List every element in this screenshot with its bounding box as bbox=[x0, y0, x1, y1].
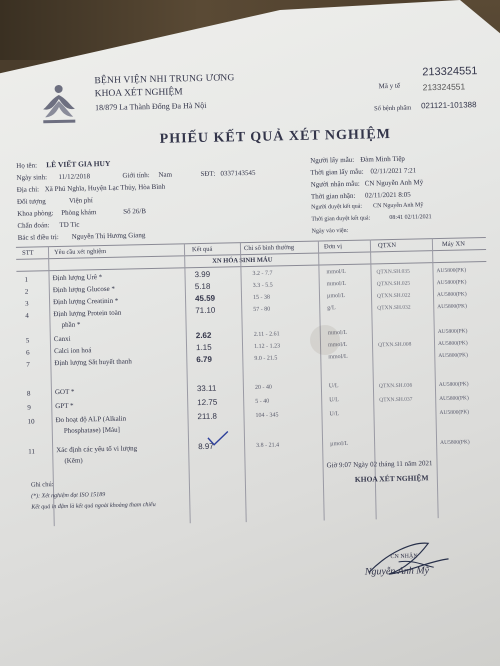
approver-value: CN Nguyễn Anh Mỹ bbox=[373, 202, 424, 210]
sample-time-value: 02/11/2021 7:21 bbox=[370, 166, 417, 176]
row-machine: AU5800(PK) bbox=[439, 395, 469, 403]
ma-y-te-label: Mã y tế bbox=[378, 81, 401, 91]
address-label: Địa chỉ: bbox=[16, 185, 40, 194]
ma-y-te-value: 213324551 bbox=[422, 65, 478, 79]
birth-value: 11/12/2018 bbox=[58, 172, 91, 181]
row-machine: AU5800(PK) bbox=[439, 409, 470, 417]
row-range: 3.3 - 5.5 bbox=[252, 282, 273, 289]
row-range: 9.0 - 21.5 bbox=[254, 355, 278, 362]
row-unit: mmol/L bbox=[326, 280, 347, 288]
patient-name: LÊ VIẾT GIA HUY bbox=[46, 158, 111, 170]
row-test-name-cont: Phosphatase) [Máu] bbox=[63, 425, 121, 435]
sampler-value: Đàm Minh Tiệp bbox=[360, 154, 405, 164]
row-machine: AU5800(PK) bbox=[440, 439, 470, 447]
row-result: 211.8 bbox=[197, 411, 218, 422]
doctor-label: Bác sĩ điều trị: bbox=[17, 232, 59, 242]
row-test-name: GPT * bbox=[55, 401, 74, 411]
col-test-name: Yêu cầu xét nghiệm bbox=[53, 247, 107, 257]
row-unit: U/L bbox=[328, 383, 339, 390]
row-qtxn: QTXN.SH.036 bbox=[378, 382, 413, 390]
row-result: 8.97 bbox=[198, 441, 214, 452]
checkmark-icon bbox=[206, 429, 230, 447]
col-qtxn: QTXN bbox=[377, 241, 397, 250]
col-machine: Máy XN bbox=[441, 240, 465, 248]
col-unit: Đơn vị bbox=[323, 243, 343, 251]
row-test-name-cont: phần * bbox=[61, 320, 81, 329]
phone-value: 0337143545 bbox=[220, 168, 256, 178]
row-test-name: Định lượng Glucose * bbox=[52, 284, 116, 295]
row-unit: g/L bbox=[327, 305, 336, 312]
row-range: 20 - 40 bbox=[254, 384, 272, 391]
name-label: Họ tên: bbox=[16, 161, 38, 170]
receive-time-value: 02/11/2021 8:05 bbox=[364, 190, 411, 200]
object-label: Đối tượng bbox=[16, 197, 46, 206]
signature-icon bbox=[358, 530, 469, 592]
row-range: 3.8 - 21.4 bbox=[256, 442, 280, 449]
row-test-name: Định lượng Urê * bbox=[52, 273, 103, 283]
row-result: 3.99 bbox=[194, 269, 211, 280]
report-time: Giờ 9:07 Ngày 02 tháng 11 năm 2021 bbox=[326, 459, 433, 470]
row-stt: 1 bbox=[24, 275, 29, 284]
signer-name: Nguyễn Anh Mỹ bbox=[364, 565, 430, 578]
row-range: 5 - 40 bbox=[255, 398, 270, 405]
row-test-name: Định lượng Creatinin * bbox=[52, 296, 119, 307]
diagnosis-value: TD Tic bbox=[59, 220, 80, 229]
row-test-name: Định lượng Sắt huyết thanh bbox=[54, 357, 132, 368]
row-unit: µmol/L bbox=[326, 292, 346, 300]
row-qtxn: QTXN.SH.022 bbox=[376, 292, 411, 300]
row-qtxn: QTXN.SH.035 bbox=[376, 268, 410, 276]
receive-time-label: Thời gian nhận: bbox=[310, 191, 356, 201]
row-stt: 11 bbox=[28, 447, 36, 456]
row-unit: U/L bbox=[329, 411, 340, 418]
row-stt: 5 bbox=[25, 336, 30, 345]
lab-report bbox=[8, 50, 500, 660]
row-qtxn: QTXN.SH.008 bbox=[377, 341, 412, 349]
row-stt: 4 bbox=[25, 311, 29, 320]
grid-line bbox=[184, 243, 191, 523]
note-label: Ghi chú: bbox=[30, 481, 54, 489]
row-unit: U/L bbox=[329, 397, 339, 404]
row-range: 1.12 - 1.23 bbox=[253, 343, 281, 350]
row-test-name: Canxi bbox=[53, 334, 71, 344]
row-machine: AU5800(PK) bbox=[438, 381, 469, 389]
sampler-label: Người lấy mẫu: bbox=[310, 155, 355, 165]
note-bold: Kết quả in đậm là kết quả ngoài khoảng tham chiếu bbox=[31, 502, 156, 511]
row-machine: AU5800(PK) bbox=[436, 267, 467, 275]
section-title: XN HÓA SINH MÁU bbox=[212, 256, 273, 265]
result-time-label: Thời gian duyệt kết quả: bbox=[311, 215, 371, 223]
grid-line bbox=[240, 242, 247, 522]
room-value: Phòng khám bbox=[61, 208, 97, 217]
row-test-name: Đo hoạt độ ALP (Alkalin bbox=[55, 414, 127, 425]
row-result: 12.75 bbox=[197, 397, 218, 408]
object-value: Viện phí bbox=[68, 196, 93, 205]
row-unit: mmol/L bbox=[326, 268, 346, 276]
row-machine: AU5800(PK) bbox=[437, 303, 467, 311]
sample-time-label: Thời gian lấy mẫu: bbox=[310, 167, 364, 177]
so-benh-pham-value: 021121-101388 bbox=[420, 100, 477, 111]
room-label: Khoa phòng: bbox=[17, 209, 54, 218]
row-machine: AU5800(PK) bbox=[438, 352, 468, 360]
admission-label: Ngày vào viện: bbox=[311, 227, 349, 235]
result-time-value: 08:41 02/11/2021 bbox=[389, 214, 432, 222]
diagnosis-label: Chẩn đoán: bbox=[17, 221, 50, 230]
gender-label: Giới tính: bbox=[122, 171, 150, 180]
phone-label: SĐT: bbox=[200, 169, 216, 178]
row-qtxn: QTXN.SH.032 bbox=[377, 304, 411, 312]
row-unit: µmol/L bbox=[330, 440, 349, 448]
row-result: 33.11 bbox=[196, 383, 217, 394]
row-machine: AU5800(PK) bbox=[437, 328, 468, 336]
row-range: 104 - 345 bbox=[255, 412, 279, 419]
hospital-logo-icon bbox=[38, 81, 79, 126]
birth-label: Ngày sinh: bbox=[16, 173, 48, 182]
row-stt: 6 bbox=[26, 348, 30, 357]
row-range: 57 - 80 bbox=[253, 306, 271, 313]
so-benh-pham-label: Số bệnh phẩm bbox=[374, 104, 412, 113]
ma-y-te-barcode-text: 213324551 bbox=[422, 81, 466, 93]
row-result: 1.15 bbox=[195, 342, 212, 353]
col-range: Chỉ số bình thường bbox=[243, 244, 295, 253]
address-value: Xã Phú Nghĩa, Huyện Lạc Thủy, Hòa Bình bbox=[44, 182, 166, 194]
row-range: 2.11 - 2.61 bbox=[253, 331, 280, 338]
note-iso: (*): Xét nghiệm đạt ISO 15189 bbox=[31, 492, 106, 500]
receiver-value: CN Nguyễn Anh Mỹ bbox=[364, 178, 424, 188]
row-range: 15 - 38 bbox=[252, 294, 271, 301]
col-stt: STT bbox=[21, 249, 34, 257]
row-machine: AU5800(PK) bbox=[437, 340, 468, 348]
row-result: 6.79 bbox=[196, 354, 212, 365]
row-machine: AU5800(PK) bbox=[436, 291, 467, 299]
row-test-name-cont: (Kẽm) bbox=[64, 456, 83, 465]
row-machine: AU5800(PK) bbox=[436, 279, 467, 287]
footer-department: KHOA XÉT NGHIỆM bbox=[354, 473, 429, 484]
row-unit: mmol/L bbox=[327, 341, 348, 349]
row-stt: 3 bbox=[25, 299, 29, 308]
row-result: 71.10 bbox=[195, 305, 216, 316]
hospital-address: 18/879 La Thành Đống Đa Hà Nội bbox=[94, 100, 207, 113]
gender-value: Nam bbox=[158, 170, 173, 179]
doctor-value: Nguyễn Thị Hương Giang bbox=[71, 231, 146, 241]
row-stt: 10 bbox=[27, 417, 35, 426]
row-test-name: Calci ion hoá bbox=[54, 346, 92, 356]
col-result: Kết quả bbox=[191, 245, 213, 254]
page-title: PHIẾU KẾT QUẢ XÉT NGHIỆM bbox=[159, 127, 391, 147]
grid-line bbox=[318, 241, 325, 521]
row-range: 3.2 - 7.7 bbox=[252, 270, 273, 277]
row-result: 5.18 bbox=[194, 281, 211, 292]
row-test-name: Xác định các yếu tố vi lượng bbox=[56, 444, 138, 455]
signer-title: CN NHẬN bbox=[390, 553, 418, 561]
row-unit: mmol/L bbox=[328, 353, 348, 361]
approver-label: Người duyệt kết quả: bbox=[311, 203, 363, 211]
row-stt: 2 bbox=[24, 287, 29, 296]
row-stt: 7 bbox=[26, 360, 30, 369]
paper-stain bbox=[310, 325, 340, 355]
row-stt: 8 bbox=[26, 389, 31, 398]
row-test-name: GOT * bbox=[54, 387, 75, 397]
row-test-name: Định lượng Protein toàn bbox=[53, 308, 122, 319]
row-unit: mmol/L bbox=[327, 329, 348, 337]
hospital-name: BỆNH VIỆN NHI TRUNG ƯƠNG bbox=[94, 73, 235, 87]
row-result: 45.59 bbox=[194, 293, 216, 304]
department-name: KHOA XÉT NGHIỆM bbox=[94, 87, 183, 100]
row-stt: 9 bbox=[27, 403, 31, 412]
room-number: Số 26/B bbox=[123, 207, 147, 216]
row-result: 2.62 bbox=[195, 330, 212, 341]
receiver-label: Người nhận mẫu: bbox=[310, 179, 360, 189]
row-qtxn: QTXN.SH.025 bbox=[376, 280, 411, 288]
row-qtxn: QTXN.SH.037 bbox=[379, 396, 413, 404]
